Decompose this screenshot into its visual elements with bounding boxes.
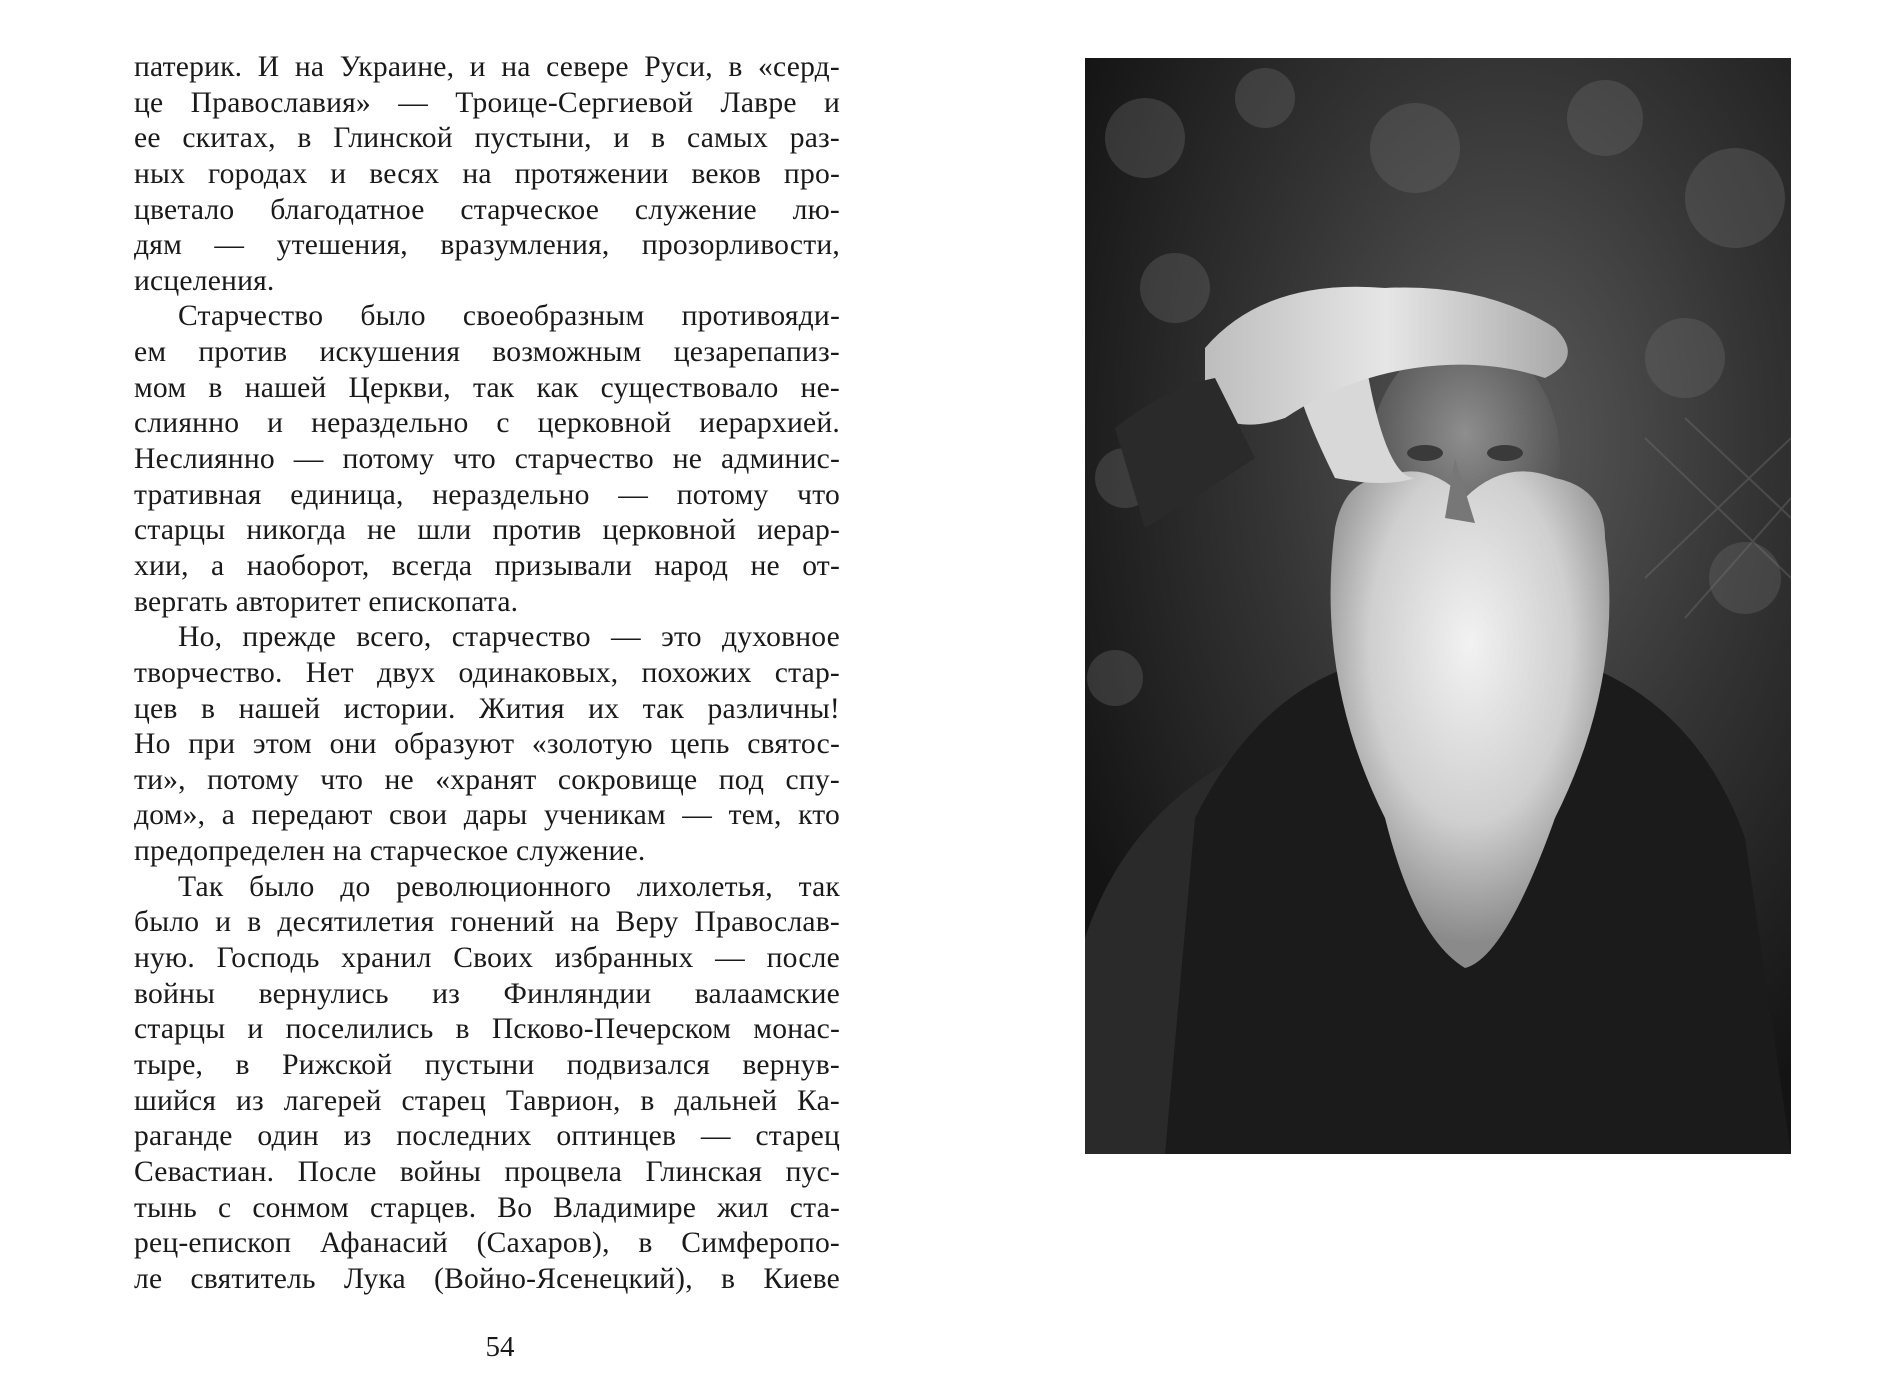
- text-line: Севастиан. После войны процвела Глинская пус-: [134, 1155, 840, 1188]
- text-line: слиянно и нераздельно с церковной иерархией.: [134, 407, 840, 440]
- right-page: [951, 0, 1903, 1400]
- body-text: [134, 50, 840, 1297]
- text-line: рец-епископ Афанасий (Сахаров), в Симферопо-: [134, 1227, 840, 1260]
- text-line: старцы никогда не шли против церковной иерар-: [134, 514, 840, 547]
- text-line: Но при этом они образуют «золотую цепь святос-: [134, 728, 840, 761]
- elder-photograph: [1085, 58, 1791, 1154]
- text-line: творчество. Нет двух одинаковых, похожих стар-: [134, 656, 840, 689]
- text-line: Неслиянно — потому что старчество не админис-: [134, 443, 840, 476]
- text-line: ную. Господь хранил Своих избранных — после: [134, 942, 840, 975]
- text-line: цев в нашей истории. Жития их так различны!: [134, 692, 840, 725]
- text-line: войны вернулись из Финляндии валаамские: [134, 977, 840, 1010]
- text-line: ных городах и весях на протяжении веков про-: [134, 157, 840, 190]
- text-line: шийся из лагерей старец Таврион, в дальней Ка-: [134, 1084, 840, 1117]
- page-number: 54: [485, 1331, 515, 1363]
- text-line: ее скитах, в Глинской пустыни, и в самых раз-: [134, 122, 840, 155]
- text-line: це Православия» — Троице-Сергиевой Лавре и: [134, 86, 840, 119]
- text-line: ти», потому что не «хранят сокровище под спу-: [134, 763, 840, 796]
- paragraph-start-line: Так было до революционного лихолетья, так: [178, 870, 840, 903]
- text-line: ем против искушения возможным цезарепапиз-: [134, 336, 840, 369]
- text-line: предопределен на старческое служение.: [134, 835, 646, 868]
- text-line: исцеления.: [134, 264, 275, 297]
- paragraph-start-line: Старчество было своеобразным противояди-: [178, 300, 840, 333]
- text-line: патерик. И на Украине, и на севере Руси, в «серд-: [134, 51, 840, 83]
- left-page: [0, 0, 951, 1400]
- text-line: дям — утешения, вразумления, прозорливости,: [134, 229, 840, 262]
- text-line: хии, а наоборот, всегда призывали народ не от-: [134, 549, 840, 582]
- text-line: ле святитель Лука (Войно-Ясенецкий), в Киеве: [134, 1262, 840, 1295]
- text-line: тыре, в Рижской пустыни подвизался вернув-: [134, 1048, 840, 1081]
- text-line: было и в десятилетия гонений на Веру Православ-: [134, 906, 840, 939]
- paragraph-start-line: Но, прежде всего, старчество — это духовное: [178, 621, 840, 654]
- text-line: тративная единица, нераздельно — потому что: [134, 478, 840, 511]
- text-line: мом в нашей Церкви, так как существовало не-: [134, 371, 840, 404]
- text-line: старцы и поселились в Псково-Печерском монас-: [134, 1013, 840, 1046]
- text-line: раганде один из последних оптинцев — старец: [134, 1120, 840, 1153]
- text-line: дом», а передают свои дары ученикам — тем, кто: [134, 799, 840, 832]
- text-line: цветало благодатное старческое служение лю-: [134, 193, 840, 226]
- text-line: вергать авторитет епископата.: [134, 585, 519, 618]
- text-line: тынь с сонмом старцев. Во Владимире жил ста-: [134, 1191, 840, 1224]
